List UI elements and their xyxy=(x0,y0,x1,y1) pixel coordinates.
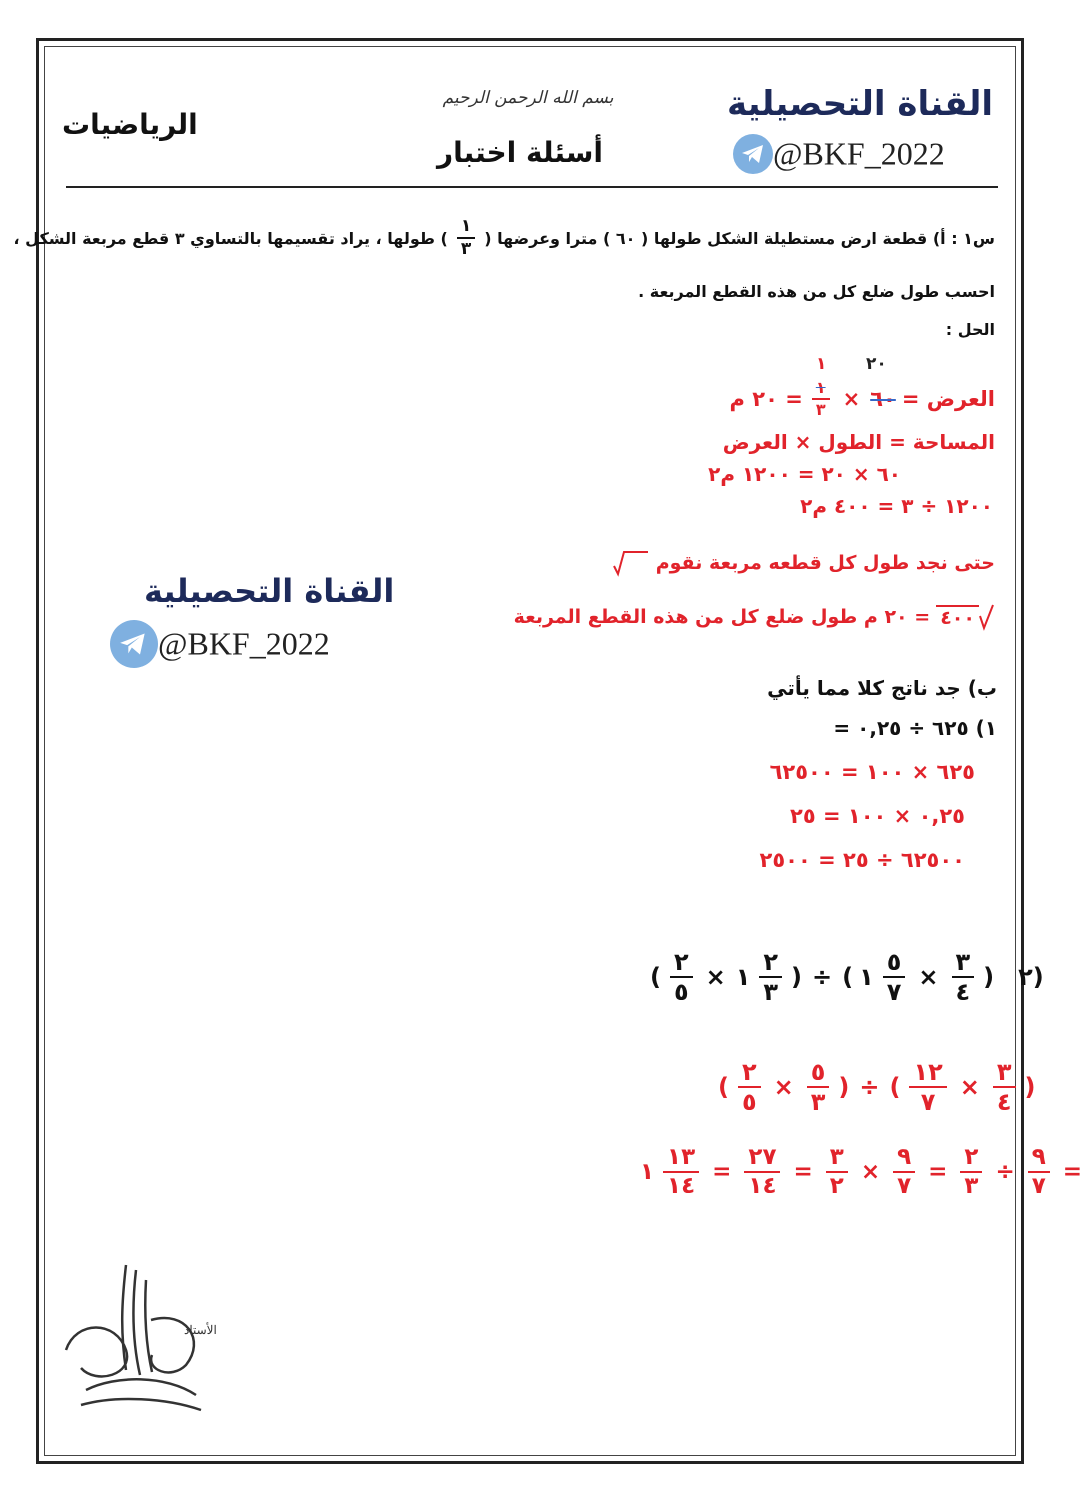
q1-fraction xyxy=(457,218,475,258)
item2-step1: ( $\frac{٢}{٥}$ × $\frac{٥}{٣}$ ) ÷ ( $\frac{١٢}{٧}$ × $\frac{٣}{٤}$ ) xyxy=(718,1058,1036,1116)
width-label: العرض = xyxy=(901,387,995,411)
watermark-channel-name: القناة التحصيلية xyxy=(144,572,395,610)
sqrt-symbol-icon xyxy=(610,548,650,578)
width-fraction-den: ٣ xyxy=(815,400,826,419)
channel-handle-group[interactable] xyxy=(733,134,945,174)
item2-frac-b: $\frac{٢}{٣}$ xyxy=(759,950,782,1004)
root-sentence: حتى نجد طول كل قطعه مربعة نقوم xyxy=(655,552,995,574)
telegram-icon xyxy=(733,134,773,174)
width-fraction-num: ١ xyxy=(812,380,830,400)
handle-text: @BKF_2022 xyxy=(773,135,945,172)
area-calc: ٦٠ × ٢٠ = ١٢٠٠ م٢ xyxy=(708,462,901,486)
part-b-item1: ١) ٦٢٥ ÷ ٠,٢٥ = xyxy=(833,716,997,740)
exam-title: أسئلة اختبار xyxy=(437,136,603,169)
item2-label: ٢) xyxy=(1018,963,1044,991)
solution-label: الحل : xyxy=(945,320,995,339)
division-calc: ١٢٠٠ ÷ ٣ = ٤٠٠ م٢ xyxy=(800,494,993,518)
item2-frac-a: $\frac{٢}{٥}$ xyxy=(670,950,693,1004)
root-result-line xyxy=(514,602,995,632)
area-formula: المساحة = الطول × العرض xyxy=(722,430,995,454)
root-sentence-line xyxy=(610,548,995,578)
signature-calligraphy-icon xyxy=(56,1260,226,1430)
part-b-step3: ٦٢٥٠٠ ÷ ٢٥ = ٢٥٠٠ xyxy=(759,848,965,872)
svg-text:الأستاذ: الأستاذ xyxy=(184,1323,217,1337)
root-result: = ٢٠ م طول ضلع كل من هذه القطع المربعة xyxy=(513,606,931,628)
width-fraction xyxy=(812,380,830,418)
basmala: بسم الله الرحمن الرحيم xyxy=(442,88,614,108)
header-divider xyxy=(66,186,998,188)
width-twenty-above: ٢٠ xyxy=(866,354,887,374)
q1-text-part1: س١ : أ) قطعة ارض مستطيلة الشكل طولها ( ٦٠ ) مترا وعرضها ( xyxy=(484,228,995,248)
signature-ornament xyxy=(56,1260,226,1434)
watermark-handle-group[interactable] xyxy=(110,620,330,668)
item2-frac-d: $\frac{٣}{٤}$ xyxy=(952,950,975,1004)
watermark-handle: @BKF_2022 xyxy=(158,625,330,662)
q1-text-part2: ) طولها ، يراد تقسيمها بالتساوي ٣ قطع مربعة الشكل ، xyxy=(13,228,448,248)
channel-name: القناة التحصيلية xyxy=(726,84,993,124)
part-b-step2: ٠,٢٥ × ١٠٠ = ٢٥ xyxy=(790,804,965,828)
width-sixty: ٦٠ xyxy=(870,387,896,411)
q1-fraction-den: ٣ xyxy=(460,239,472,259)
part-b-step1: ٦٢٥ × ١٠٠ = ٦٢٥٠٠ xyxy=(769,760,975,784)
times-sign: × xyxy=(842,387,861,411)
q1-question-line1 xyxy=(14,218,995,258)
item2-frac-c: $\frac{٥}{٧}$ xyxy=(883,950,906,1004)
sqrt-400 xyxy=(936,602,995,632)
width-line xyxy=(730,380,995,418)
item2-expression: ( $\frac{٢}{٥}$ × ١ $\frac{٢}{٣}$ ) ÷ ( ١ $\frac{٥}{٧}$ × $\frac{٣}{٤}$ ) ٢) xyxy=(650,948,1044,1006)
width-result: = ٢٠ م xyxy=(729,387,803,411)
q1-fraction-num: ١ xyxy=(457,218,475,239)
sqrt-radical-icon xyxy=(979,602,995,632)
q1-question-line2: احسب طول ضلع كل من هذه القطع المربعة . xyxy=(638,282,995,301)
watermark-telegram-icon xyxy=(110,620,158,668)
root-value: ٤٠٠ xyxy=(936,605,979,629)
subject-title: الرياضيات xyxy=(62,108,198,141)
width-one-above: ١ xyxy=(816,354,827,374)
item2-step2: ١ $\frac{١٣}{١٤}$ = $\frac{٢٧}{١٤}$ = $\frac{٣}{٢}$ × $\frac{٩}{٧}$ = $\frac{٢}{٣}$ ÷ $\frac{٩}{٧}$ = xyxy=(640,1144,1083,1199)
part-b-title: ب) جد ناتج كلا مما يأتي xyxy=(767,676,997,700)
